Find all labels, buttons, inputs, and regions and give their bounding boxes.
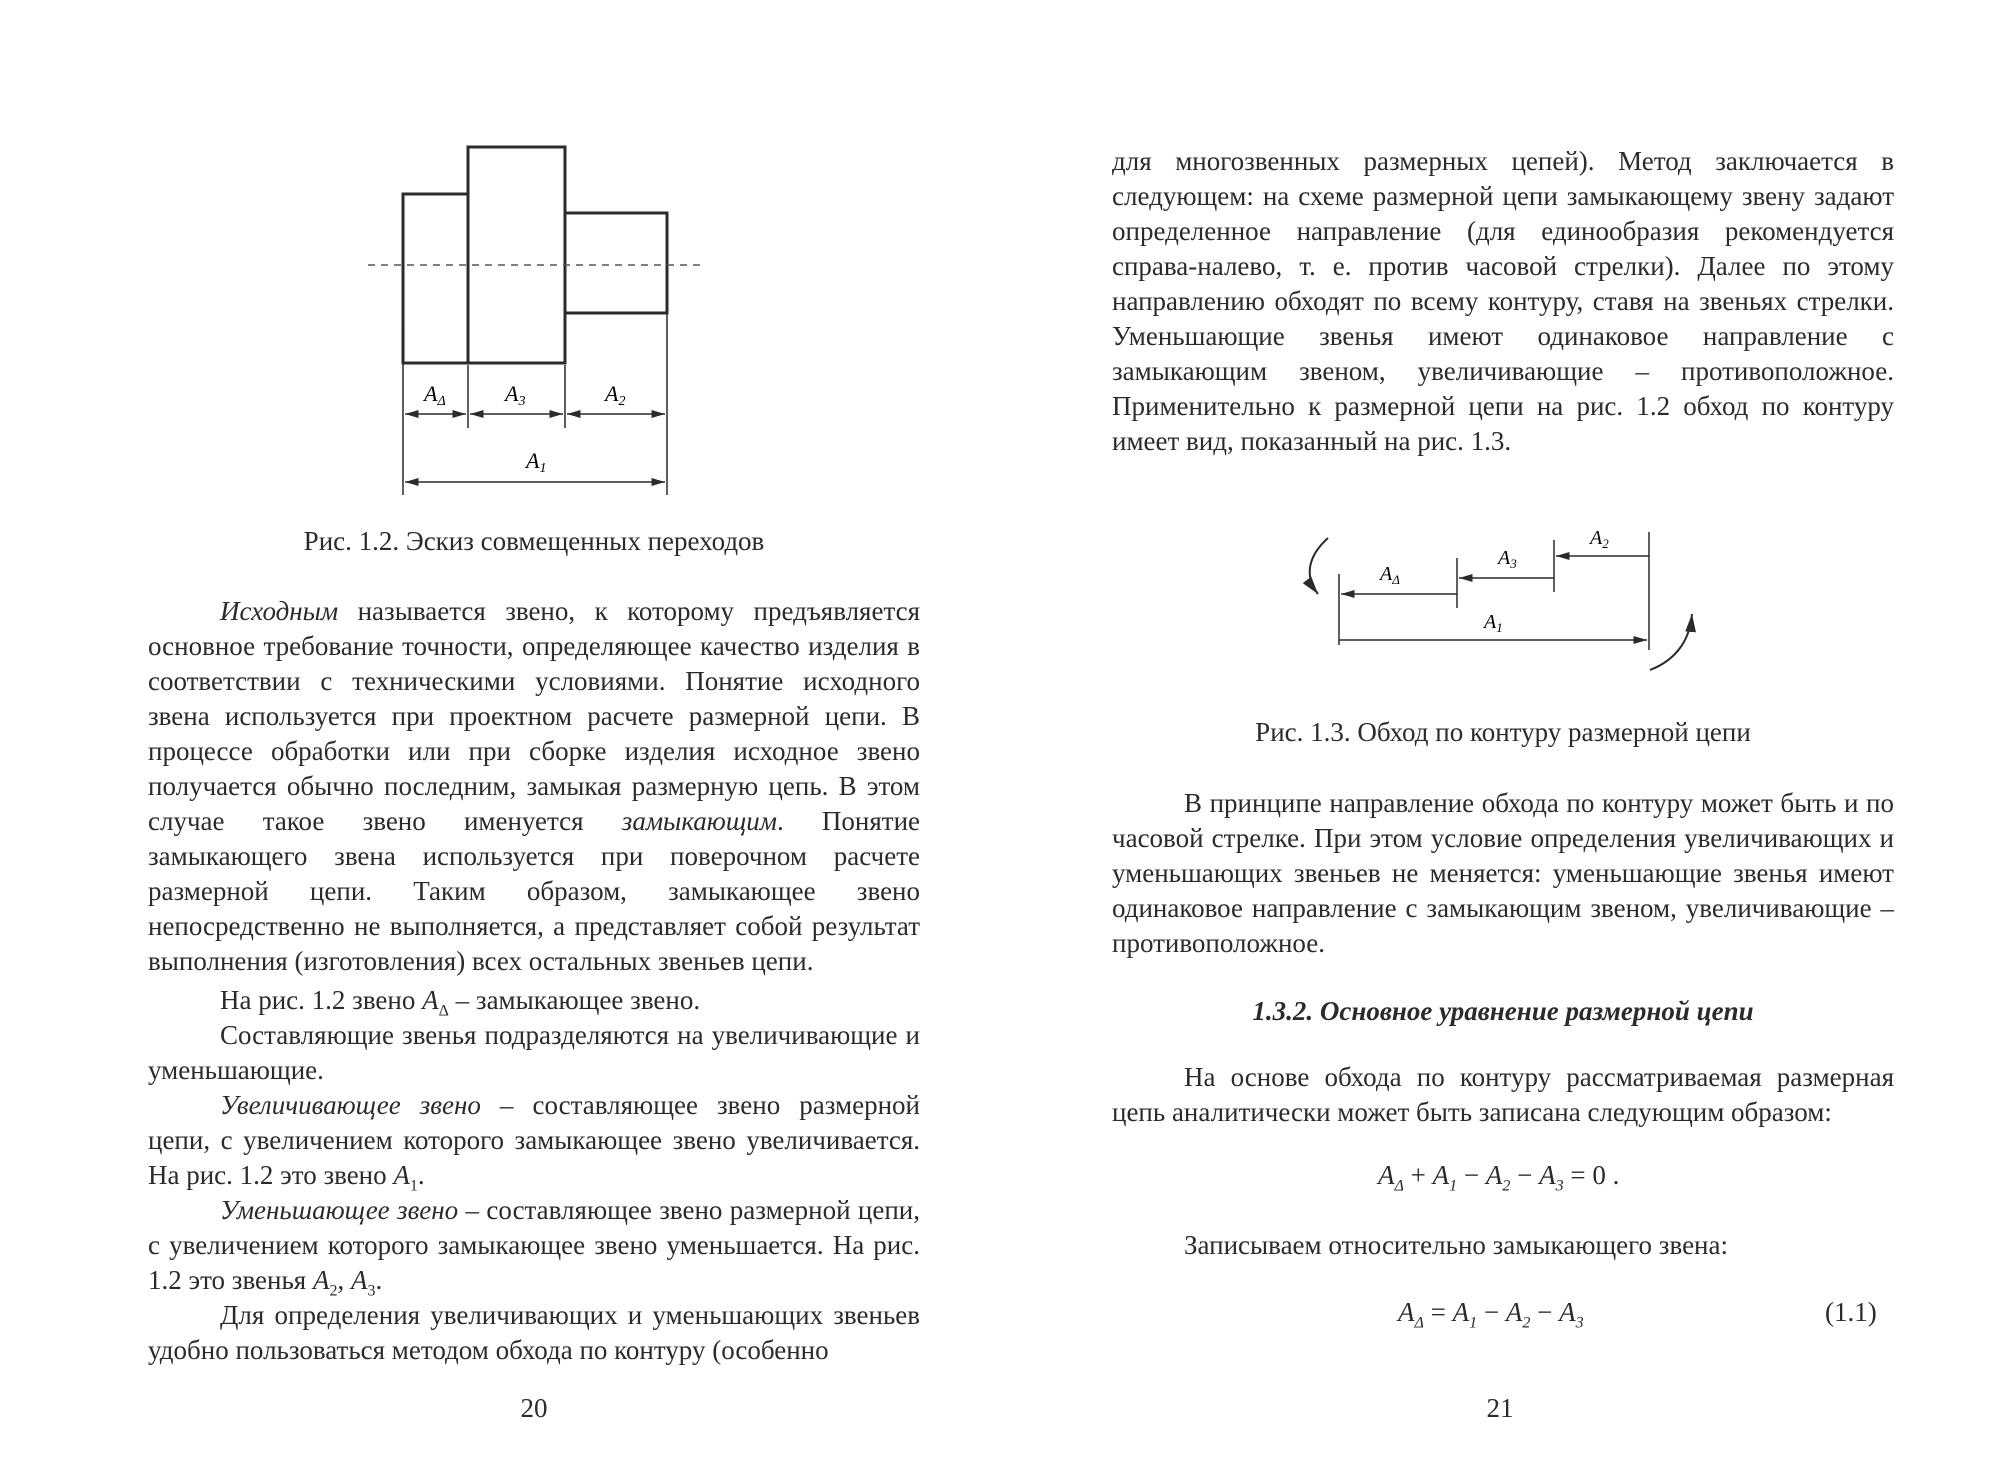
page-number-left: 20 xyxy=(520,1393,548,1423)
figure-1-2-caption: Рис. 1.2. Эскиз совмещенных переходов xyxy=(303,526,765,556)
term-decreasing: Уменьшающее звено xyxy=(220,1195,459,1225)
label-a-delta: $A_\Delta$ xyxy=(1380,563,1400,587)
figure-1-2-shaft-sketch xyxy=(0,0,1000,520)
paragraph-component-links: Составляющие звенья подразделяются на увеличивающие и уменьшающие. xyxy=(148,1020,920,1085)
paragraph-closing-relative: Записываем относительно замыкающего звена: xyxy=(1184,1230,1728,1260)
label-a2: $A_2$ xyxy=(1590,527,1609,551)
shaft-middle-step xyxy=(468,147,565,363)
paragraph-contour-method: Для определения увеличивающих и уменьшающих звеньев удобно пользоваться методом обхода по контуру (особенно xyxy=(148,1300,920,1365)
term-source: Исходным xyxy=(220,596,339,626)
traversal-arrow-left xyxy=(1310,538,1328,594)
paragraph-closing-link-note: На рис. 1.2 звено $A_\Delta$ – замыкающее звено. xyxy=(220,985,701,1020)
equation-number: (1.1) xyxy=(1825,1297,1877,1327)
paragraph-increasing-link: Увеличивающее звено – составляющее звено размерной цепи, с увеличением которого замыкающее звено увеличивается. На рис. 1.2 это звено $A_1$. xyxy=(148,1090,920,1195)
label-a3: $A_3$ xyxy=(1498,547,1517,571)
figure-1-3-contour-traversal xyxy=(1000,520,2000,720)
label-a3: A3 xyxy=(505,381,526,409)
shaft-right-step xyxy=(565,213,667,313)
paragraph-analytic-form: На основе обхода по контуру рассматриваемая размерная цепь аналитически может быть записана следующим образом: xyxy=(1112,1062,1894,1127)
label-a-delta: AΔ xyxy=(424,381,446,409)
section-heading-1-3-2: 1.3.2. Основное уравнение размерной цепи xyxy=(1252,996,1754,1026)
paragraph-source-link: Исходным называется звено, к которому предъявляется основное требование точности, определяющее качество изделия в соответствии с техническими условиями. Понятие исходного звена используется при проектном расчете размерной цепи. В процессе обработки или при сборке изделия исходное звено получается обычно последним, замыкая размерную цепь. В этом случае такое звено именуется замыкающим. Понятие замыкающего звена используется при поверочном расчете размерной цепи. Таким образом, замыкающее звено непосредственно не выполняется, а представляет собой результат выполнения (изготовления) всех остальных звеньев цепи. xyxy=(148,596,920,976)
label-a2: A2 xyxy=(605,381,626,409)
paragraph-method-description: для многозвенных размерных цепей). Метод заключается в следующем: на схеме размерной цепи замыкающему звену задают определенное направление (для единообразия рекомендуется справа-налево, т. е. против часовой стрелки). Далее по этому направлению обходят по всему контуру, ставя на звеньях стрелки. Уменьшающие звенья имеют одинаковое направление с замыкающим звеном, увеличивающие – противоположное. Применительно к размерной цепи на рис. 1.2 обход по контуру имеет вид, показанный на рис. 1.3. xyxy=(1112,146,1894,456)
label-a1: A1 xyxy=(526,448,547,476)
label-a1: $A_1$ xyxy=(1484,611,1503,635)
figure-1-3-caption: Рис. 1.3. Обход по контуру размерной цепи xyxy=(1255,717,1751,747)
page-number-right: 21 xyxy=(1486,1393,1514,1423)
equation-1-1: $A_\Delta = A_1 - A_2 - A_3$ xyxy=(1398,1297,1584,1332)
traversal-arrow-right xyxy=(1650,614,1692,670)
paragraph-decreasing-link: Уменьшающее звено – составляющее звено размерной цепи, с увеличением которого замыкающее звено уменьшается. На рис. 1.2 это звенья $A_2$, $A_3$. xyxy=(148,1195,920,1300)
paragraph-clockwise-note: В принципе направление обхода по контуру может быть и по часовой стрелке. При этом условие определения увеличивающих и уменьшающих звеньев не меняется: уменьшающие звенья имеют одинаковое направление с замыкающим звеном, увеличивающие – противоположное. xyxy=(1112,788,1894,958)
equation-chain-sum: $A_\Delta + A_1 - A_2 - A_3 = 0$ . xyxy=(1378,1160,1620,1195)
term-increasing: Увеличивающее звено xyxy=(220,1090,481,1120)
right-page xyxy=(1000,0,2000,1461)
shaft-left-step xyxy=(403,194,468,363)
term-closing: замыкающим xyxy=(621,806,777,836)
